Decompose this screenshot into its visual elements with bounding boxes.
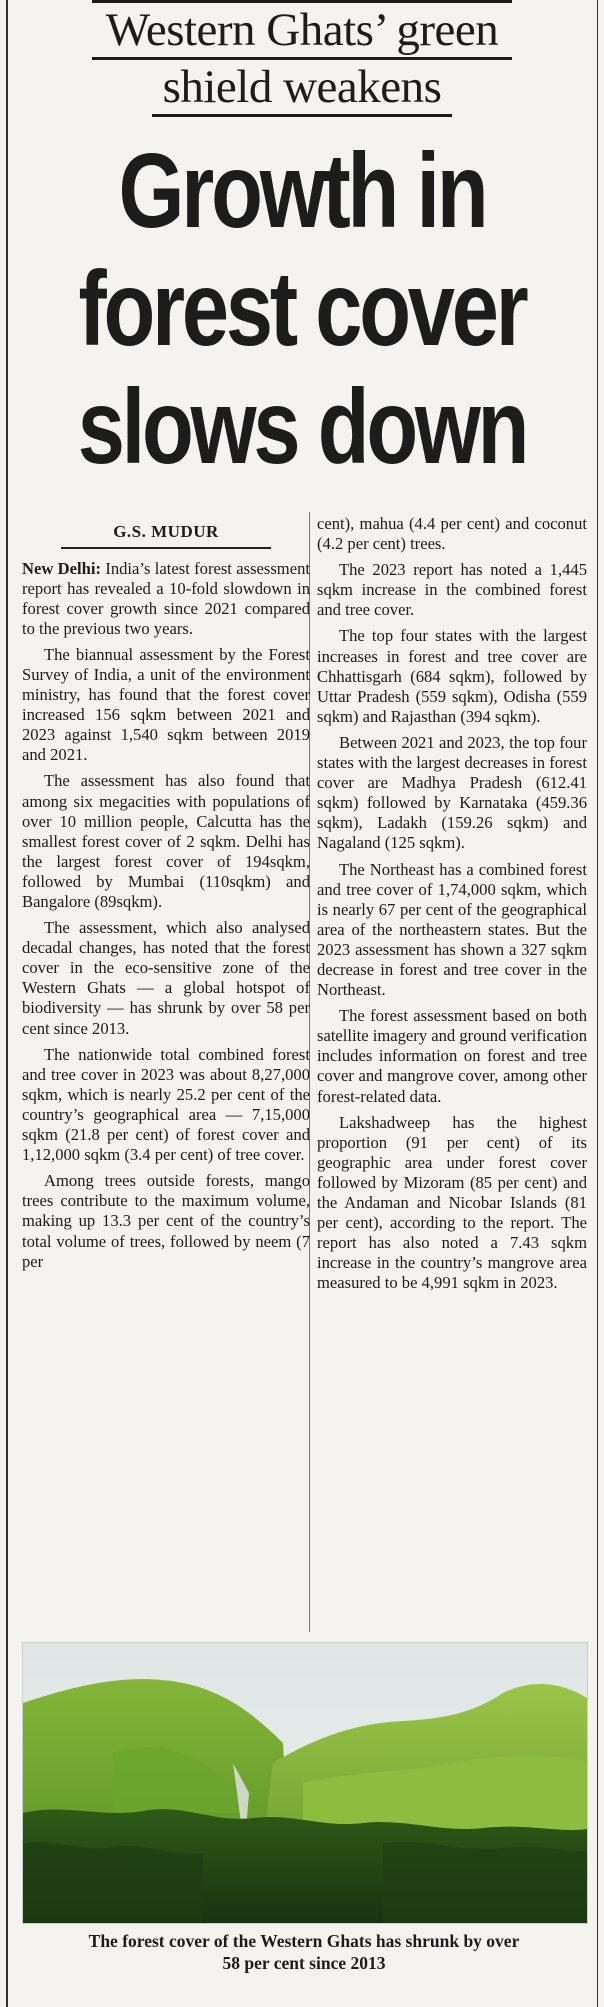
dateline: New Delhi: (22, 558, 101, 578)
article-paragraph: cent), mahua (4.4 per cent) and coconut (4.2 per cent) trees. (317, 514, 587, 554)
headline (67, 132, 537, 486)
page-border-right (597, 0, 599, 2007)
article-paragraph: Lakshadweep has the highest proportion (91 per cent) of its geographic area under forest cover followed by Mizoram (85 per cent) and the Andaman and Nicobar Islands (81 per cent), according to the report. The report has also noted a 7.43 sqkm increase in the country’s mangrove area measured to be 4,991 sqkm in 2023. (317, 1112, 587, 1293)
paragraph-text: India’s latest forest assessment report has revealed a 10-fold slowdown in forest cover growth since 2021 compared to the previous two years. (22, 558, 310, 638)
headline-line-1: Growth in (118, 132, 486, 250)
article-column-left (22, 520, 310, 1278)
article-paragraph: The assessment, which also analysed decadal changes, has noted that the forest cover in the eco-sensitive zone of the Western Ghats — a global hotspot of biodiversity — has shrunk by over 58 per cent since 2013. (22, 918, 310, 1038)
article-paragraph: The assessment has also found that among six megacities with populations of over 10 million people, Calcutta has the smallest forest cover of 2 sqkm. Delhi has the largest forest cover of 194sqkm, followed by Mumbai (110sqkm) and Bangalore (89sqkm). (22, 771, 310, 911)
article-paragraph: The top four states with the largest increases in forest and tree cover are Chhattisgarh (684 sqkm), followed by Uttar Pradesh (559 sqkm), Odisha (559 sqkm) and Rajasthan (394 sqkm). (317, 626, 587, 726)
article-paragraph: The 2023 report has noted a 1,445 sqkm increase in the combined forest and tree cover. (317, 560, 587, 620)
article-paragraph: The biannual assessment by the Forest Survey of India, a unit of the environment ministry, has found that the forest cover increased 156 sqkm between 2021 and 2023 against 1,540 sqkm between 2019 and 2021. (22, 644, 310, 765)
landscape-photo (22, 1642, 588, 1924)
caption-line-2: 58 per cent since 2013 (222, 1953, 386, 1973)
photo-caption (22, 1930, 586, 1974)
kicker-line-1: Western Ghats’ green (105, 4, 499, 56)
byline-rule (61, 547, 271, 549)
article-paragraph: Among trees outside forests, mango trees contribute to the maximum volume, making up 13.3 per cent of the country’s total volume of trees, followed by neem (7 per (22, 1171, 310, 1271)
article-paragraph: The Northeast has a combined forest and tree cover of 1,74,000 sqkm, which is nearly 67 per cent of the geographical area of the northeastern states. But the 2023 assessment has shown a 327 sqkm decrease in forest and tree cover in the Northeast. (317, 859, 587, 1000)
article-paragraph: The nationwide total combined forest and tree cover in 2023 was about 8,27,000 sqkm, which is nearly 25.2 per cent of the country’s geographical area — 7,15,000 sqkm (21.8 per cent) of forest cover and 1,12,000 sqkm (3.4 per cent) of tree cover. (22, 1044, 310, 1165)
headline-line-3: slows down (77, 368, 527, 486)
byline: G.S. MUDUR (113, 522, 219, 541)
article-column-right (317, 514, 587, 1299)
article-paragraph: Between 2021 and 2023, the top four states with the largest decreases in forest cover are Madhya Pradesh (612.41 sqkm) followed by Karnataka (459.36 sqkm), Ladakh (159.26 sqkm) and Nagaland (125 sqkm). (317, 732, 587, 853)
article-paragraph: The forest assessment based on both satellite imagery and ground verification includes information on forest and tree cover and mangrove cover, among other forest-related data. (317, 1006, 588, 1106)
page-border-left (6, 0, 8, 2007)
article-paragraph (22, 559, 310, 639)
kicker-line-2: shield weakens (162, 61, 442, 113)
kicker-rule-bottom (152, 114, 452, 117)
kicker (62, 0, 542, 117)
headline-line-2: forest cover (78, 250, 526, 368)
caption-line-1: The forest cover of the Western Ghats has shrunk by over (88, 1931, 520, 1951)
western-ghats-hills-image (23, 1643, 587, 1923)
